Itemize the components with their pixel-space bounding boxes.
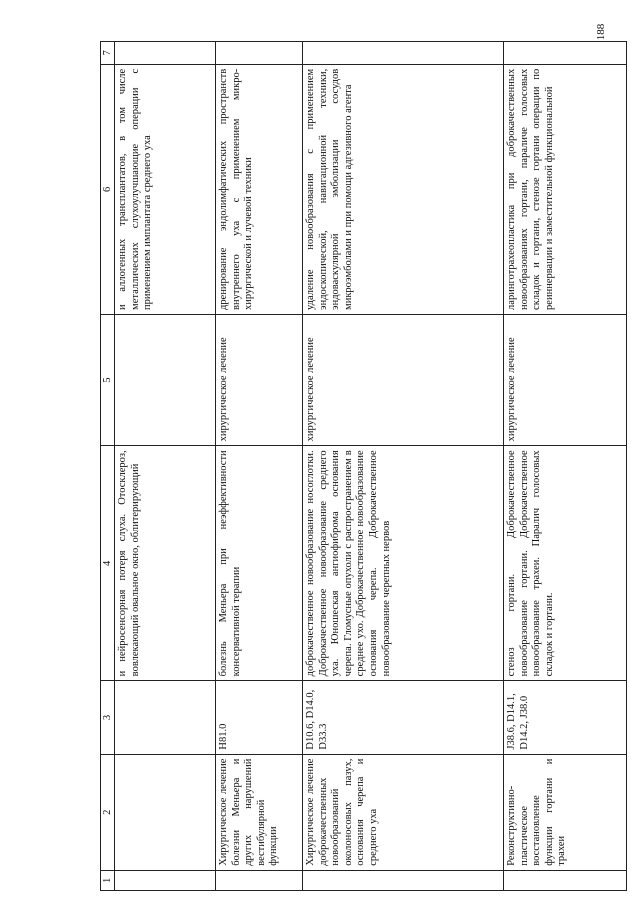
treatment-type-cell: хирургическое лечение [504,314,627,445]
icd-codes-cell: H81.0 [216,681,303,754]
cost-cell [303,42,504,65]
row-number-cell [504,870,627,890]
column-number-6: 6 [101,64,115,314]
treatment-method-cell: ларинготрахеопластика при доброкачественных новообразованиях гортани, параличе голосовых складок и гортани, стенозе гортани операции по реиннервации и заместительной функциональной [504,64,627,314]
column-number-1: 1 [101,870,115,890]
procedure-name-cell: Реконструктивно-пластическое восстановление функции гортани и трахеи [504,754,627,870]
icd-codes-cell: D10.6, D14.0, D33.3 [303,681,504,754]
medical-procedures-table [100,41,627,891]
treatment-method-cell: удаление новообразования с применением эндоскопической, навигационной техники, эндоваскулярной эмболизации сосудов микроэмболами и при помощи адгезивного агента [303,64,504,314]
treatment-type-cell: хирургическое лечение [216,314,303,445]
table-row [303,42,504,891]
table-row [216,42,303,891]
treatment-type-cell [115,314,216,445]
cost-cell [216,42,303,65]
row-number-cell [216,870,303,890]
table-row [504,42,627,891]
cost-cell [115,42,216,65]
diagnosis-cell: стеноз гортани. Доброкачественное новообразование гортани. Доброкачественное новообразование трахеи. Паралич голосовых складок и гортани. [504,446,627,681]
page-number: 188 [595,23,607,41]
table-row [115,42,216,891]
diagnosis-cell: доброкачественное новообразование носоглотки. Доброкачественное новообразование среднего уха. Юношеская ангиофиброма основания черепа. Гломусные опухоли с распространением в среднее ухо. Доброкачественное новообразование основания черепа. Доброкачественное новообразование черепных нервов [303,446,504,681]
column-number-3: 3 [101,681,115,754]
treatment-method-cell: и аллогенных трансплантатов, в том числе металлических слухоулучшающие операции с применением имплантата среднего уха [115,64,216,314]
procedure-name-cell [115,754,216,870]
cost-cell [504,42,627,65]
column-number-5: 5 [101,314,115,445]
row-number-cell [115,870,216,890]
column-number-4: 4 [101,446,115,681]
treatment-type-cell: хирургическое лечение [303,314,504,445]
diagnosis-cell: и нейросенсорная потеря слуха. Отосклероз, вовлекающий овальное окно, облитерирующий [115,446,216,681]
table-header-row [101,42,115,891]
column-number-2: 2 [101,754,115,870]
icd-codes-cell: J38.6, D14.1, D14.2, J38.0 [504,681,627,754]
procedure-name-cell: Хирургическое лечение доброкачественных новообразований околоносовых пазух, основания черепа и среднего уха [303,754,504,870]
column-number-7: 7 [101,42,115,65]
icd-codes-cell [115,681,216,754]
diagnosis-cell: болезнь Меньера при неэффективности консервативной терапии [216,446,303,681]
treatment-method-cell: дренирование эндолимфатических пространств внутреннего уха с применением микро-хирургической и лучевой техники [216,64,303,314]
procedure-name-cell: Хирургическое лечение болезни Меньера и других нарушений вестибулярной функции [216,754,303,870]
row-number-cell [303,870,504,890]
